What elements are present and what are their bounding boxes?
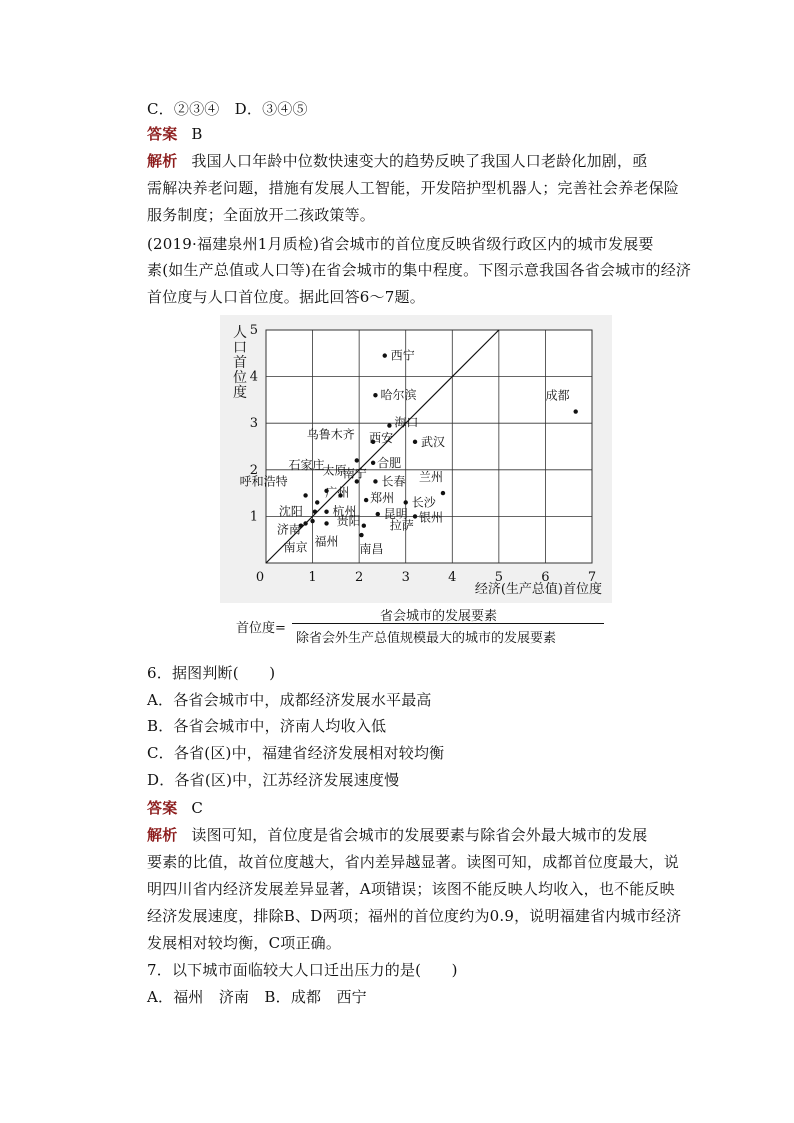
y-tick-label: 5 xyxy=(249,323,258,338)
data-point xyxy=(413,440,417,444)
x-tick-label: 2 xyxy=(355,570,364,585)
y-tick-label: 1 xyxy=(249,509,258,525)
data-point xyxy=(355,458,359,462)
point-label: 成都 xyxy=(545,388,570,403)
q6-analysis-text-4: 经济发展速度，排除B、D两项；福州的首位度约为0.9，说明福建省内城市经济 xyxy=(147,907,682,925)
analysis-text-2: 需解决养老问题，措施有发展人工智能，开发陪护型机器人；完善社会养老保险 xyxy=(147,179,680,197)
data-point xyxy=(303,493,307,497)
x-tick-label: 5 xyxy=(494,570,503,585)
data-point xyxy=(376,512,380,516)
formula-denominator: 除省会外生产总值规模最大的城市的发展要素 xyxy=(296,631,557,646)
data-point xyxy=(404,500,408,504)
data-point xyxy=(315,500,319,504)
q6-analysis-text: 读图可知，首位度是省会城市的发展要素与除省会外最大城市的发展 xyxy=(191,826,648,844)
previous-options-line: C．②③④ D．③④⑤ xyxy=(147,100,308,118)
data-point xyxy=(359,533,363,537)
point-label: 武汉 xyxy=(421,434,446,449)
point-label: 长沙 xyxy=(411,495,436,510)
point-label: 杭州 xyxy=(332,504,357,519)
point-label: 兰州 xyxy=(418,470,443,485)
point-label: 合肥 xyxy=(377,455,402,470)
data-point xyxy=(364,498,368,502)
y-axis-label-char: 位 xyxy=(233,370,247,386)
x-tick-label: 4 xyxy=(448,570,457,585)
q6-analysis-line xyxy=(147,823,647,847)
q7-options: A．福州 济南 B．成都 西宁 xyxy=(147,988,367,1006)
formula-numerator: 省会城市的发展要素 xyxy=(380,609,498,624)
x-tick-label: 1 xyxy=(308,570,317,585)
q6-answer-line xyxy=(147,796,203,820)
point-label: 海口 xyxy=(394,415,419,430)
x-tick-label: 3 xyxy=(401,570,410,585)
point-label: 福州 xyxy=(314,534,339,549)
point-label: 贵阳 xyxy=(336,514,361,529)
point-label: 太原 xyxy=(322,463,347,478)
data-point xyxy=(313,510,317,514)
y-axis-label-char: 人 xyxy=(233,325,247,341)
q6-answer-value: C xyxy=(191,799,204,817)
x-tick-label: 0 xyxy=(255,570,265,585)
q6-option-d: D．各省(区)中，江苏经济发展速度慢 xyxy=(147,771,400,789)
answer-label: 答案 xyxy=(147,125,178,143)
analysis-label: 解析 xyxy=(147,152,178,170)
point-label: 拉萨 xyxy=(389,518,414,533)
point-label: 广州 xyxy=(325,485,350,500)
y-tick-label: 4 xyxy=(249,369,258,385)
analysis-text-3: 服务制度；全面放开二孩政策等。 xyxy=(147,206,376,224)
scatter-chart-svg xyxy=(220,315,612,655)
point-label: 西宁 xyxy=(390,348,415,363)
data-point xyxy=(574,409,578,413)
q6-option-a: A．各省会城市中，成都经济发展水平最高 xyxy=(147,691,432,709)
data-point xyxy=(324,521,328,525)
data-point xyxy=(303,521,307,525)
q6-analysis-text-3: 明四川省内经济发展差异显著，A项错误；该图不能反映人均收入，也不能反映 xyxy=(147,880,675,898)
y-tick-label: 3 xyxy=(249,416,258,432)
y-axis-label-char: 度 xyxy=(233,385,247,401)
y-axis-label-char: 首 xyxy=(233,355,247,371)
x-tick-label: 7 xyxy=(587,570,597,585)
analysis-text: 我国人口年龄中位数快速变大的趋势反映了我国人口老龄化加剧，亟 xyxy=(191,152,648,170)
point-label: 西安 xyxy=(369,430,394,445)
answer-value: B xyxy=(191,125,203,143)
point-label: 济南 xyxy=(276,522,301,537)
data-point xyxy=(373,479,377,483)
primacy-chart xyxy=(220,315,612,655)
data-point xyxy=(383,353,387,357)
intro-line-3: 首位度与人口首位度。据此回答6～7题。 xyxy=(147,288,425,306)
y-tick-label: 2 xyxy=(249,462,258,478)
q6-analysis-label: 解析 xyxy=(147,826,178,844)
q6-analysis-text-2: 要素的比值，故首位度越大，省内差异越显著。读图可知，成都首位度最大，说 xyxy=(147,853,680,871)
q6-option-c: C．各省(区)中，福建省经济发展相对较均衡 xyxy=(147,744,445,762)
point-label: 呼和浩特 xyxy=(239,474,288,489)
point-label: 石家庄 xyxy=(288,457,325,472)
data-point xyxy=(387,423,391,427)
x-axis-label: 经济(生产总值)首位度 xyxy=(474,582,602,597)
formula-bar xyxy=(292,623,604,624)
data-point xyxy=(371,461,375,465)
q6-option-b: B．各省会城市中，济南人均收入低 xyxy=(147,717,387,735)
point-label: 南宁 xyxy=(342,466,367,481)
x-tick-label: 6 xyxy=(541,570,550,585)
point-label: 昆明 xyxy=(383,507,408,522)
point-label: 长春 xyxy=(381,474,406,489)
intro-line-1: (2019·福建泉州1月质检)省会城市的首位度反映省级行政区内的城市发展要 xyxy=(147,235,654,253)
data-point xyxy=(373,393,377,397)
point-label: 银州 xyxy=(419,510,444,525)
formula-lhs: 首位度= xyxy=(236,621,286,636)
q6-stem: 6．据图判断( ) xyxy=(147,664,276,682)
point-label: 南昌 xyxy=(359,542,384,557)
point-label: 南京 xyxy=(283,540,308,555)
point-label: 郑州 xyxy=(370,491,395,506)
q7-stem: 7．以下城市面临较大人口迁出压力的是( ) xyxy=(147,961,458,979)
data-point xyxy=(441,491,445,495)
point-label: 哈尔滨 xyxy=(380,388,417,403)
q6-analysis-text-5: 发展相对较均衡，C项正确。 xyxy=(147,934,342,952)
data-point xyxy=(324,510,328,514)
point-label: 乌鲁木齐 xyxy=(306,427,355,442)
answer-line-5 xyxy=(147,122,203,146)
analysis-line xyxy=(147,149,647,173)
data-point xyxy=(362,524,366,528)
data-point xyxy=(310,519,314,523)
y-axis-label-char: 口 xyxy=(233,340,247,356)
point-label: 沈阳 xyxy=(278,504,303,519)
q6-answer-label: 答案 xyxy=(147,799,178,817)
intro-line-2: 素(如生产总值或人口等)在省会城市的集中程度。下图示意我国各省会城市的经济 xyxy=(147,261,692,279)
